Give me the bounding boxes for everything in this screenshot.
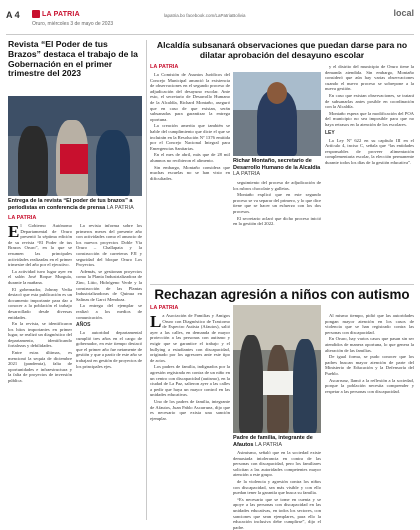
page-number: A 4 — [6, 10, 20, 20]
issue-date: Oruro, miércoles 3 de mayo de 2023 — [32, 21, 114, 27]
story2-headline: Alcaldía subsanará observaciones que puedan darse para no dilatar aprobación del desayuno escolar — [156, 40, 408, 60]
story3-caption: Padre de familia, integrante de Afautos LA PATRIA — [233, 435, 313, 448]
story2-col1: La Comisión de Asuntos Jurídicos del Concejo Municipal anunció la existencia de observaciones en el segundo proceso de adjudicación del desayuno escolar. Ante esto, el secretario de Desarrollo Humano de la Alcaldía, Richard Montaño, aseguró que en caso de que existan, serán subsanadas para garantizar la entrega oportuna. La creación amerita que también se hable del cumplimiento que dicte el que se incluirán en la Resolución Nº 1376 emitida por el Concejo Nacional Integral para Emergencias Sanitarias. En el mes de abril, más que de 28 mil alumnos no recibieron el alimento. Sin embargo, Montaño considera que muchas escuelas no se han visto en dificultades. — [150, 72, 230, 181]
story3-photo — [233, 305, 321, 433]
story1-photo — [8, 96, 142, 196]
story2-col3: y el distrito del municipio de Oruro tiene la demanda atendida. Sin embargo, Montaño consideró que aún hay varias observaciones cuando el nuevo proceso se sobrepone a la nueva gestión. En caso que existan observaciones, se tratará de subsanarlas antes posible en coordinación con la Alcaldía. Montaño espera que la modificación del POA del municipio no sea imposible para que no haya retrasos en la atención de los escolares. LEY La Ley Nº 622 en su capítulo III en el Artículo 4, inciso C, señala que “las entidades responsables de proveer alimentación complementaria escolar, la elección permanente durante todos los días de la gestión educativa”. — [325, 64, 414, 165]
brand-logo — [32, 9, 80, 19]
story1-col2: La revista informa sobre los primeros meses del presente año con actividades como el anuncio de los nuevos proyectos Doble Vía Oruro – Challapata y la construcción de carreteras FJI y seguridad del bloque Oruro Los Proyectos. Además, se gestionan proyectos como la Planta Industrializadora de Zinc, Litio, Hidrógeno Verde y la construcción de las Plantas Industrializadoras de Quinua en Salinas de Garci Mendoza. La entrega del ejemplar se realizó a los medios de comunicación. AÑOS La autoridad departamental cumplió tres años en el cargo de gobernador, en este tiempo destacó que el primer año fue netamente de gestión y que a partir de este año se trabajará en gestión de proyectos de los principales ejes. — [76, 223, 142, 369]
story2-caption: Richar Montaño, secretario de Desarrollo Humano de la Alcaldía LA PATRIA — [233, 158, 321, 177]
brand-mark-icon — [32, 10, 40, 18]
story2-photo — [233, 72, 321, 156]
story1-tag: LA PATRIA — [8, 215, 37, 221]
story2-tag: LA PATRIA — [150, 64, 179, 70]
section-name: local — [393, 8, 414, 18]
story1-caption: Entrega de la revista “El poder de tus brazos” a periodistas en conferencia de prensa LA PATRIA — [8, 198, 134, 211]
story3-col2: Asimismo, señaló que en la sociedad existe demasiada intolerancia en contra de las personas con discapacidad, pero los familiares solicitan a las autoridades competentes mayor atención a este grupo. de la violencia y agresión contra los niños con discapacidad, sea más visible y con ello puedan tener la garantía que busca su familia. “Es necesario que se tome en cuenta y se apoye a las personas con discapacidad en las unidades educativas, en todos los sectores, con sanciones que sean ejemplares, para ello la educación inclusiva debe cumplirse”, dijo el padre. — [233, 450, 321, 530]
story1-headline: Revista “El Poder de tus Brazos” destaca el trabajo de la Gobernación en el primer trimestre del 2023 — [8, 39, 138, 79]
story3-drop-cap: L — [150, 312, 162, 331]
story2-col2: seguimiento del proceso de adjudicación de los rubros chocolate y galletas. Montaño explicó que en este segundo proceso se va separar del primero, y lo que dice tiene que se hacer un esfuerzo con los dos procesos. El secretario aclaró que dicho proceso inició en la gestión del 2022. — [233, 180, 321, 227]
story3-col1: L a Asociación de Familias y Amigos Oruro con Diagnóstico de Trastorno de Espectro Autista (Afautos), salió ayer a las calles, en demanda de mayor protección a las personas con autismo y exigir que se garantice el trabajo y el bullying a estudiantes con discapacidad, originado por los agresores ante este tipo de actos. Los padres de familia, indignados por la agresión registrada en contra de un niño en un centro con discapacidad (autismo), en la ciudad de La Paz, salieron ayer a las calles a pedir que haya un mayor control en las unidades educativas. Uno de los padres de familia, integrante de Afautos, Juan Pablo Ascarrunz, dijo que es necesario que exista una sanción ejemplar. — [150, 312, 230, 421]
story1-col1: E l Gobierno Autónomo Departamental de Oruro presentó la séptima edición de su revista “El Poder de tus Brazos Oruro”, en la que se resumen las principales actividades realizadas en el primer trimestre del año por el ejecutivo. La actividad tuvo lugar ayer en el salón José Roque Murguía, durante la mañana. El gobernador, Johnny Vedia destacó que esta publicación es un documento importante para dar a conocer a la población el trabajo desarrollado desde diversas entidades. En la revista, se identificaron los hitos importantes en primer lugar, se realizó un diagnóstico del departamento, identificando fortalezas y debilidades. Entre estas últimas, es mencionó la sequía de diciembre 2021 (pandemia), falta de oportunidades e infraestructura y la falta de proyectos de inversión pública. — [8, 222, 72, 384]
brand-name: LA PATRIA — [42, 10, 80, 18]
page-header — [6, 6, 414, 35]
story1-drop-cap: E — [8, 222, 20, 241]
story3-headline: Rechazan agresión a niños con autismo — [154, 287, 410, 302]
story1-subhead: AÑOS — [76, 322, 91, 329]
story3-col3: Al mismo tiempo, pidió que las autoridades pongan mayor atención en los casos de violencia que se han registrado contra las personas con discapacidad. En Oruro, hay varios casos que pasan sin ser atendidos de manera oportuna, lo que genera la alteración de las familias. De igual forma, se pudo conocer que los padres buscan mayor atención de parte del Ministerio de Educación y la Defensoría del Pueblo. Ascarrunz, llamó a la reflexión a la sociedad, porque la población necesita comprender y respetar a las personas con discapacidad. — [325, 313, 414, 394]
contact-line: lapatria.bo facebook.com/LaPatriaBolivia — [164, 13, 246, 18]
section-divider — [150, 284, 414, 285]
column-divider — [146, 40, 147, 520]
story2-subhead: LEY — [325, 129, 335, 136]
story3-tag: LA PATRIA — [150, 305, 179, 311]
